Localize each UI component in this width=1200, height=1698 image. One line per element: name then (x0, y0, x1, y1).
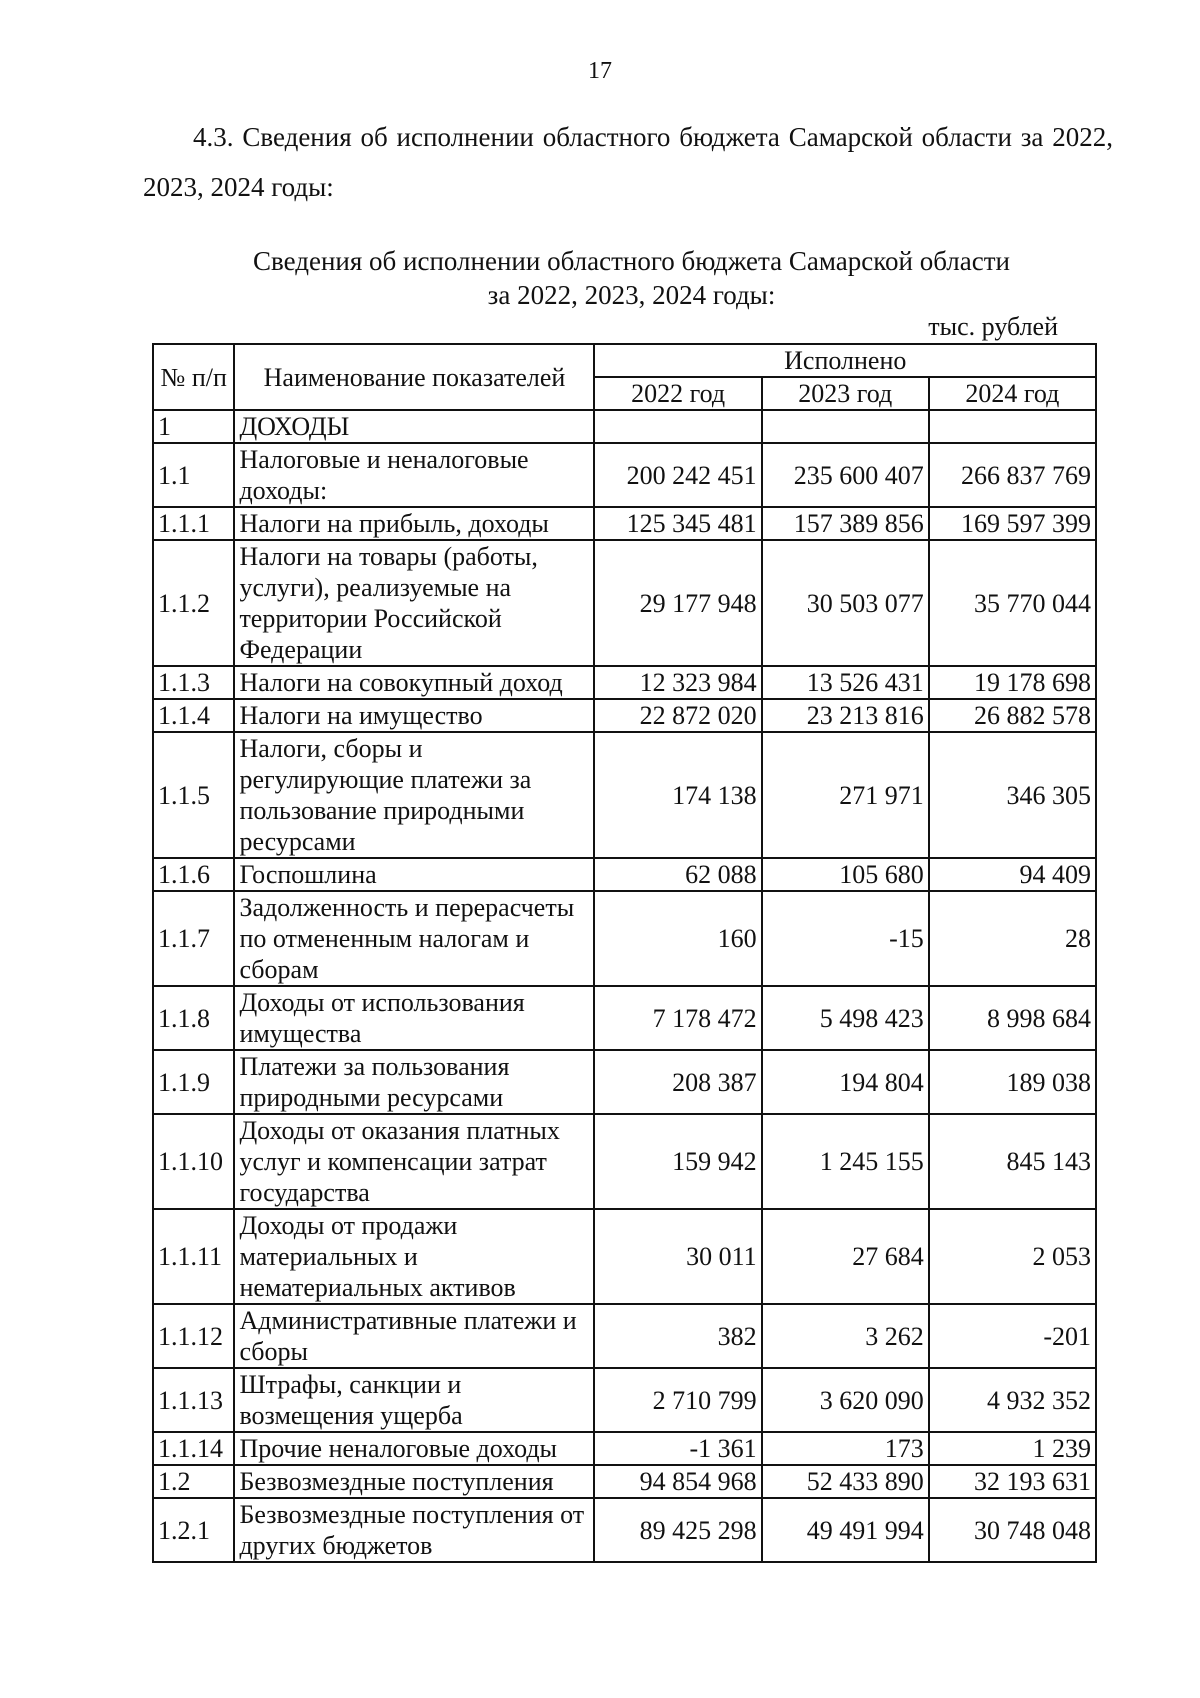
table-row (153, 1304, 1096, 1368)
value-2023: 157 389 856 (762, 507, 929, 540)
value-2022: 62 088 (594, 858, 761, 891)
table-row (153, 986, 1096, 1050)
row-number: 1.1.9 (153, 1050, 234, 1114)
value-2022: 2 710 799 (594, 1368, 761, 1432)
value-2024: 28 (929, 891, 1096, 986)
row-indicator-name: Административные платежи и сборы (234, 1304, 594, 1368)
table-row (153, 1432, 1096, 1465)
value-2022: 7 178 472 (594, 986, 761, 1050)
row-number: 1.1.5 (153, 732, 234, 858)
row-number: 1.1 (153, 443, 234, 507)
value-2023: 173 (762, 1432, 929, 1465)
value-2024: 26 882 578 (929, 699, 1096, 732)
row-number: 1.1.7 (153, 891, 234, 986)
value-2024: 346 305 (929, 732, 1096, 858)
value-2022: 160 (594, 891, 761, 986)
value-2023: 3 262 (762, 1304, 929, 1368)
intro-paragraph: 4.3. Сведения об исполнении областного бюджета Самарской области за 2022, 2023, 2024 годы: (143, 122, 1113, 202)
row-indicator-name: Доходы от оказания платных услуг и компенсации затрат государства (234, 1114, 594, 1209)
value-2023: 194 804 (762, 1050, 929, 1114)
row-indicator-name: Налоги на товары (работы, услуги), реализуемые на территории Российской Федерации (234, 540, 594, 666)
row-indicator-name: Платежи за пользования природными ресурсами (234, 1050, 594, 1114)
value-2022: 159 942 (594, 1114, 761, 1209)
table-row (153, 1368, 1096, 1432)
table-row (153, 410, 1096, 443)
value-2024: 94 409 (929, 858, 1096, 891)
header-year-2022: 2022 год (594, 377, 761, 410)
value-2022: 208 387 (594, 1050, 761, 1114)
value-2022: 12 323 984 (594, 666, 761, 699)
row-indicator-name: Штрафы, санкции и возмещения ущерба (234, 1368, 594, 1432)
row-indicator-name: Безвозмездные поступления (234, 1465, 594, 1498)
value-2023: 3 620 090 (762, 1368, 929, 1432)
header-year-2024: 2024 год (929, 377, 1096, 410)
row-number: 1.1.4 (153, 699, 234, 732)
row-indicator-name: Налоговые и неналоговые доходы: (234, 443, 594, 507)
header-row-1 (153, 344, 1096, 377)
row-number: 1.2.1 (153, 1498, 234, 1562)
row-number: 1.1.8 (153, 986, 234, 1050)
row-number: 1.1.11 (153, 1209, 234, 1304)
header-num: № п/п (153, 344, 234, 410)
value-2022: 29 177 948 (594, 540, 761, 666)
row-indicator-name: Задолженность и перерасчеты по отмененным налогам и сборам (234, 891, 594, 986)
value-2023: -15 (762, 891, 929, 986)
value-2023: 1 245 155 (762, 1114, 929, 1209)
value-2024: -201 (929, 1304, 1096, 1368)
value-2022: 174 138 (594, 732, 761, 858)
row-number: 1.1.3 (153, 666, 234, 699)
table-row (153, 666, 1096, 699)
value-2023: 23 213 816 (762, 699, 929, 732)
header-executed: Исполнено (594, 344, 1096, 377)
row-indicator-name: Госпошлина (234, 858, 594, 891)
value-2024: 1 239 (929, 1432, 1096, 1465)
table-caption (150, 244, 1113, 312)
page-number: 17 (588, 58, 612, 84)
value-2023: 5 498 423 (762, 986, 929, 1050)
row-indicator-name: Безвозмездные поступления от других бюджетов (234, 1498, 594, 1562)
row-number: 1.1.14 (153, 1432, 234, 1465)
value-2024: 35 770 044 (929, 540, 1096, 666)
row-indicator-name: ДОХОДЫ (234, 410, 594, 443)
table-row (153, 443, 1096, 507)
value-2024: 30 748 048 (929, 1498, 1096, 1562)
value-2023: 235 600 407 (762, 443, 929, 507)
value-2023: 30 503 077 (762, 540, 929, 666)
units-label: тыс. рублей (928, 312, 1058, 341)
value-2022: 22 872 020 (594, 699, 761, 732)
value-2024 (929, 410, 1096, 443)
value-2022: 30 011 (594, 1209, 761, 1304)
table-row (153, 732, 1096, 858)
row-number: 1.1.12 (153, 1304, 234, 1368)
value-2022 (594, 410, 761, 443)
value-2022: 200 242 451 (594, 443, 761, 507)
row-indicator-name: Прочие неналоговые доходы (234, 1432, 594, 1465)
table-row (153, 1114, 1096, 1209)
row-number: 1 (153, 410, 234, 443)
row-number: 1.1.10 (153, 1114, 234, 1209)
table-caption-line-1: Сведения об исполнении областного бюджета Самарской области (253, 246, 1010, 276)
table-row (153, 507, 1096, 540)
table-row (153, 540, 1096, 666)
value-2024: 4 932 352 (929, 1368, 1096, 1432)
row-number: 1.1.13 (153, 1368, 234, 1432)
header-year-2023: 2023 год (762, 377, 929, 410)
value-2023: 13 526 431 (762, 666, 929, 699)
table-row (153, 1050, 1096, 1114)
value-2022: 94 854 968 (594, 1465, 761, 1498)
table-header (153, 344, 1096, 410)
row-number: 1.2 (153, 1465, 234, 1498)
value-2024: 19 178 698 (929, 666, 1096, 699)
value-2023: 27 684 (762, 1209, 929, 1304)
table-row (153, 1465, 1096, 1498)
table-row (153, 1209, 1096, 1304)
row-indicator-name: Налоги на имущество (234, 699, 594, 732)
value-2024: 8 998 684 (929, 986, 1096, 1050)
row-number: 1.1.2 (153, 540, 234, 666)
value-2024: 169 597 399 (929, 507, 1096, 540)
value-2023: 49 491 994 (762, 1498, 929, 1562)
value-2022: -1 361 (594, 1432, 761, 1465)
value-2022: 125 345 481 (594, 507, 761, 540)
row-indicator-name: Доходы от использования имущества (234, 986, 594, 1050)
table-row (153, 1498, 1096, 1562)
table-row (153, 891, 1096, 986)
row-indicator-name: Налоги на прибыль, доходы (234, 507, 594, 540)
header-name: Наименование показателей (234, 344, 594, 410)
table-caption-line-2: за 2022, 2023, 2024 годы: (487, 280, 776, 310)
row-indicator-name: Доходы от продажи материальных и нематериальных активов (234, 1209, 594, 1304)
value-2022: 382 (594, 1304, 761, 1368)
value-2023: 271 971 (762, 732, 929, 858)
budget-table (152, 343, 1097, 1563)
row-indicator-name: Налоги на совокупный доход (234, 666, 594, 699)
value-2024: 32 193 631 (929, 1465, 1096, 1498)
row-number: 1.1.6 (153, 858, 234, 891)
table-row (153, 699, 1096, 732)
value-2023: 52 433 890 (762, 1465, 929, 1498)
value-2024: 845 143 (929, 1114, 1096, 1209)
row-indicator-name: Налоги, сборы и регулирующие платежи за пользование природными ресурсами (234, 732, 594, 858)
value-2024: 189 038 (929, 1050, 1096, 1114)
row-number: 1.1.1 (153, 507, 234, 540)
value-2024: 266 837 769 (929, 443, 1096, 507)
value-2023: 105 680 (762, 858, 929, 891)
value-2024: 2 053 (929, 1209, 1096, 1304)
value-2023 (762, 410, 929, 443)
value-2022: 89 425 298 (594, 1498, 761, 1562)
table-body (153, 410, 1096, 1562)
table-row (153, 858, 1096, 891)
